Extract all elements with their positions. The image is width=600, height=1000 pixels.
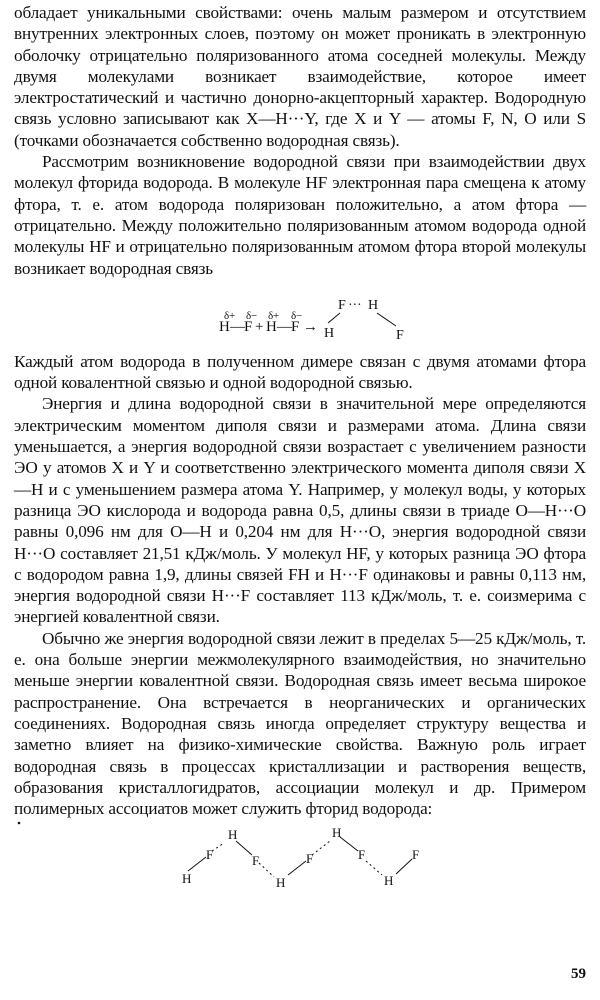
paragraph-2: Рассмотрим возникновение водородной связи при взаимодействии двух молекул фторида водорода. В молекуле HF электронная пара смещена к атому фтора, т. е. атом водорода поляризован положительно, а атом фтора — отрицательно. Между положительно поляризованным атомом водорода одной молекулы HF и отрицательно поляризованным атомом фтора второй молекулы возникает водородная связь <box>14 152 586 278</box>
dimer-top-f: F <box>338 297 346 313</box>
chain-f5: F <box>412 847 420 863</box>
formula-bond1: — <box>230 318 245 335</box>
paragraph-4: Энергия и длина водородной связи в значительной мере определяются электрическим моментом диполя связи и размерами атома. Длина связи уменьшается, а энергия водородной связи возрастает с увеличением разности ЭО у атомов X и Y и соответственно электрического момента диполя связи X—H и с уменьшением размера атома Y. Например, у молекул воды, у которых разница ЭО кислорода и водорода равна 0,5, длины связи в триаде O—H···O равны 0,096 нм для O—H и 0,204 нм для H···O, энергия водородной связи H···O составляет 21,51 кДж/моль. У молекул HF, у которых разница ЭО фтора с водородом равна 1,9, длины связей FH и H···F одинаковы и равны 0,113 нм, энергия водородной связи H···F составляет 113 кДж/моль, т. е. соизмерима с энергией ковалентной связи. <box>14 394 586 627</box>
chain-f3: F <box>306 851 314 867</box>
formula-plus: + <box>255 318 264 335</box>
paragraph-5: Обычно же энергия водородной связи лежит в пределах 5—25 кДж/моль, т. е. она больше энергии межмолекулярного взаимодействия, но значительно меньше энергии ковалентной связи. Водородная связь имеет весьма широкое распространение. Она встречается в неорганических и органических соединениях. Водородная связь иногда определяет структуру вещества и заметно влияет на физико-химические свойства. Важную роль играет водородная связь в процессах кристаллизации и растворения веществ, образования кристаллогидратов, ассоциации молекул и др. Примером полимерных ассоциатов может служить фторид водорода: <box>14 628 586 819</box>
chain-h4: H <box>332 825 342 841</box>
chain-bond-4 <box>340 837 358 851</box>
chain-hbond-3 <box>312 841 330 855</box>
chain-bond-5 <box>396 859 412 874</box>
charge-f2: δ− <box>291 309 303 322</box>
dimer-bottom-h: H <box>324 325 334 341</box>
charge-f1: δ− <box>246 309 258 322</box>
hf-zigzag-chain <box>14 819 586 919</box>
dimer-dots: ··· <box>348 297 362 313</box>
chain-h3: H <box>276 875 286 891</box>
formula-f2: F <box>291 318 300 335</box>
dimer-bond-left <box>328 313 340 323</box>
page-text <box>14 2 586 919</box>
hf-polymer-formula <box>14 819 586 919</box>
chain-h1: H <box>182 871 192 887</box>
chain-hbond-4 <box>366 861 382 875</box>
paragraph-3: Каждый атом водорода в полученном димере связан с двумя атомами фтора одной ковалентной связью и одной водородной связью. <box>14 351 586 393</box>
charge-h2: δ+ <box>268 309 280 322</box>
chain-f1: F <box>206 847 214 863</box>
stray-dot <box>18 822 21 825</box>
dimer-bottom-f: F <box>396 327 404 343</box>
chain-hbond-1 <box>212 843 224 851</box>
chain-hbond-2 <box>259 863 274 877</box>
dimer-top-h: H <box>368 297 378 313</box>
chain-bond-3 <box>288 861 306 875</box>
chain-bond-1 <box>188 857 206 871</box>
chain-h5: H <box>384 873 394 889</box>
dimer-bond-right <box>377 313 396 326</box>
chain-f4: F <box>358 847 366 863</box>
chain-f2: F <box>252 853 260 869</box>
formula-bond2: — <box>277 318 292 335</box>
chain-bond-2 <box>236 841 252 855</box>
charge-h1: δ+ <box>224 309 236 322</box>
hf-dimer-diagram <box>14 279 586 351</box>
formula-h1: H <box>219 318 230 335</box>
paragraph-1: обладает уникальными свойствами: очень малым размером и отсутствием внутренних электронных слоев, поэтому он может проникать в электронную оболочку отрицательно поляризованного атома соседней молекулы. Между двумя молекулами возникает взаимодействие, которое имеет электростатический и частично донорно-акцепторный характер. Водородную связь условно записывают как X—H···Y, где X и Y — атомы F, N, O или S (точками обозначается собственно водородная связь). <box>14 3 586 150</box>
chain-h2: H <box>228 827 238 843</box>
formula-f1: F <box>244 318 253 335</box>
page-number: 59 <box>571 966 586 982</box>
hf-dimer-formula <box>14 279 586 351</box>
formula-h2: H <box>266 318 277 335</box>
formula-arrow: → <box>303 318 318 335</box>
